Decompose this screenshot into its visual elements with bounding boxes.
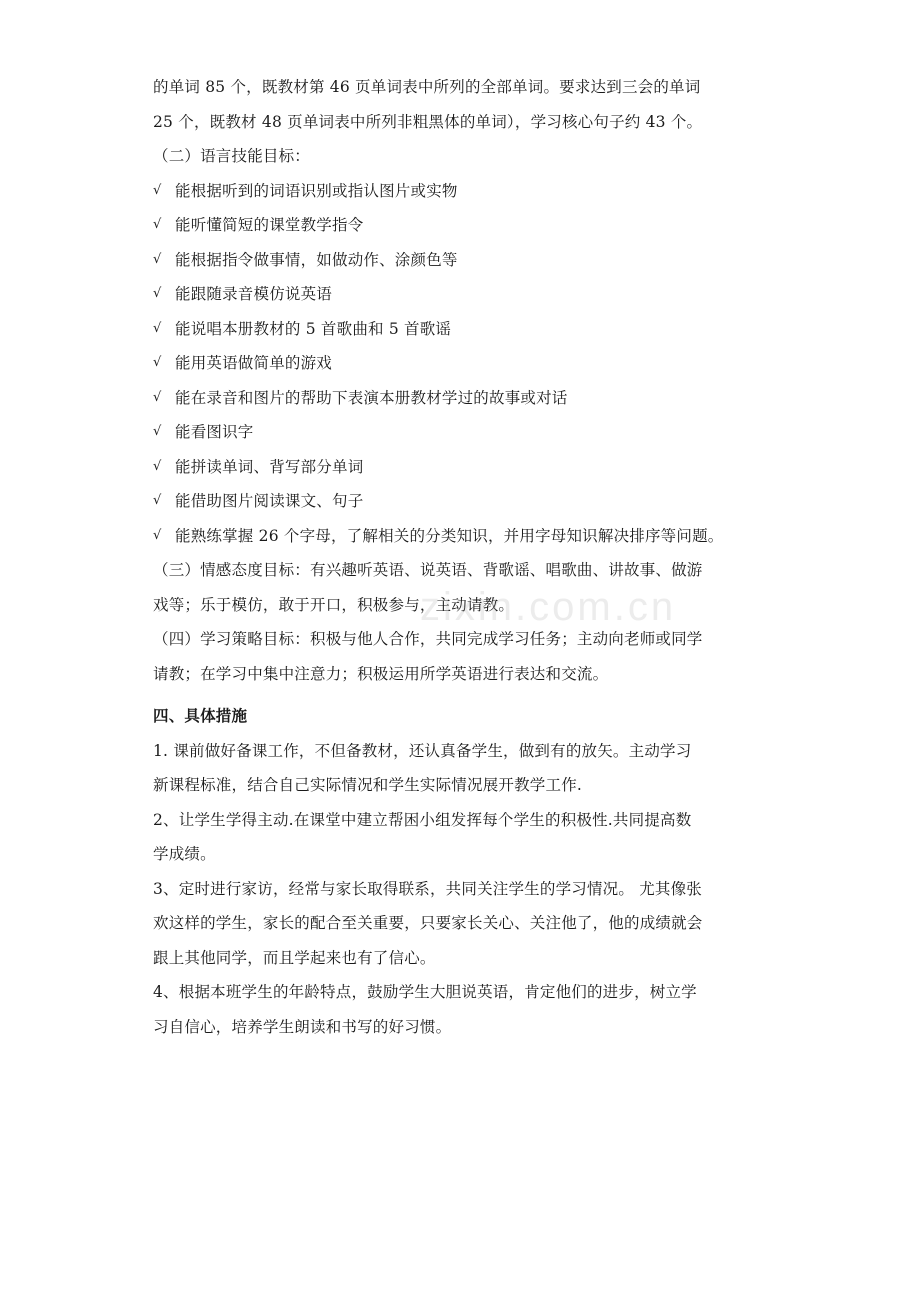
checkmark-icon: √ (153, 286, 162, 301)
measure-4-line-2: 习自信心，培养学生朗读和书写的好习惯。 (153, 1017, 452, 1036)
skill-item (153, 312, 778, 347)
measure-2-line-2: 学成绩。 (153, 845, 216, 863)
attitude-goal-line-2: 戏等；乐于模仿，敢于开口，积极参与，主动请教。 (153, 595, 515, 614)
skill-item (153, 381, 778, 416)
skill-item-text: 能根据指令做事情，如做动作、涂颜色等 (175, 250, 458, 269)
checkmark-icon: √ (153, 389, 162, 405)
skill-item-text: 能根据听到的词语识别或指认图片或实物 (175, 181, 458, 200)
skill-item (153, 346, 778, 381)
measure-2-line-1: 2、让学生学得主动.在课堂中建立帮困小组发挥每个学生的积极性.共同提高数 (153, 810, 692, 829)
skill-item (153, 484, 778, 519)
skill-item-text: 能在录音和图片的帮助下表演本册教材学过的故事或对话 (175, 388, 568, 407)
skill-item (153, 450, 778, 485)
strategy-goal-line-1: （四）学习策略目标：积极与他人合作，共同完成学习任务；主动向老师或同学 (153, 630, 703, 648)
checkmark-icon: √ (153, 355, 162, 370)
document-body (153, 70, 778, 1044)
intro-line-1: 的单词 85 个，既教材第 46 页单词表中所列的全部单词。要求达到三会的单词 (153, 78, 701, 96)
skill-item-text: 能拼读单词、背写部分单词 (175, 457, 364, 476)
checkmark-icon: √ (153, 182, 162, 198)
checkmark-icon: √ (153, 527, 162, 543)
skill-item (153, 519, 778, 554)
checkmark-icon: √ (153, 320, 162, 336)
checkmark-icon: √ (153, 251, 162, 267)
measure-3-line-1: 3、定时进行家访，经常与家长取得联系，共同关注学生的学习情况。 尤其像张 (153, 879, 702, 898)
attitude-goal-line-1: （三）情感态度目标：有兴趣听英语、说英语、背歌谣、唱歌曲、讲故事、做游 (153, 561, 703, 579)
checkmark-icon: √ (153, 217, 162, 232)
skill-item-text: 能熟练掌握 26 个字母，了解相关的分类知识，并用字母知识解决排序等问题。 (175, 526, 724, 545)
skill-item (153, 174, 778, 209)
skill-item-text: 能看图识字 (175, 423, 254, 441)
skill-item-text: 能用英语做简单的游戏 (175, 354, 333, 372)
checkmark-icon: √ (153, 458, 162, 474)
strategy-goal-line-2: 请教；在学习中集中注意力；积极运用所学英语进行表达和交流。 (153, 664, 609, 683)
skill-item-text: 能跟随录音模仿说英语 (175, 285, 333, 303)
skill-item (153, 415, 778, 450)
skill-item (153, 277, 778, 312)
measure-3-line-3: 跟上其他同学，而且学起来也有了信心。 (153, 948, 436, 967)
measure-1-line-1: 1. 课前做好备课工作，不但备教材，还认真备学生，做到有的放矢。主动学习 (153, 741, 692, 760)
skill-item-text: 能说唱本册教材的 5 首歌曲和 5 首歌谣 (175, 319, 452, 338)
skills-heading: （二）语言技能目标： (153, 147, 311, 165)
skill-item (153, 243, 778, 278)
skill-item-text: 能听懂简短的课堂教学指令 (175, 216, 364, 234)
checkmark-icon: √ (153, 493, 162, 508)
measure-3-line-2: 欢这样的学生，家长的配合至关重要，只要家长关心、关注他了，他的成绩就会 (153, 914, 703, 932)
section-heading: 四、具体措施 (153, 707, 248, 725)
measure-1-line-2: 新课程标准，结合自己实际情况和学生实际情况展开教学工作. (153, 776, 583, 794)
skill-item (153, 208, 778, 243)
checkmark-icon: √ (153, 424, 162, 439)
measure-4-line-1: 4、根据本班学生的年龄特点，鼓励学生大胆说英语，肯定他们的进步，树立学 (153, 983, 697, 1001)
watermark: zixin.com.cn (420, 585, 677, 629)
intro-line-2: 25 个，既教材 48 页单词表中所列非粗黑体的单词），学习核心句子约 43 个。 (153, 112, 703, 131)
skill-item-text: 能借助图片阅读课文、句子 (175, 492, 364, 510)
